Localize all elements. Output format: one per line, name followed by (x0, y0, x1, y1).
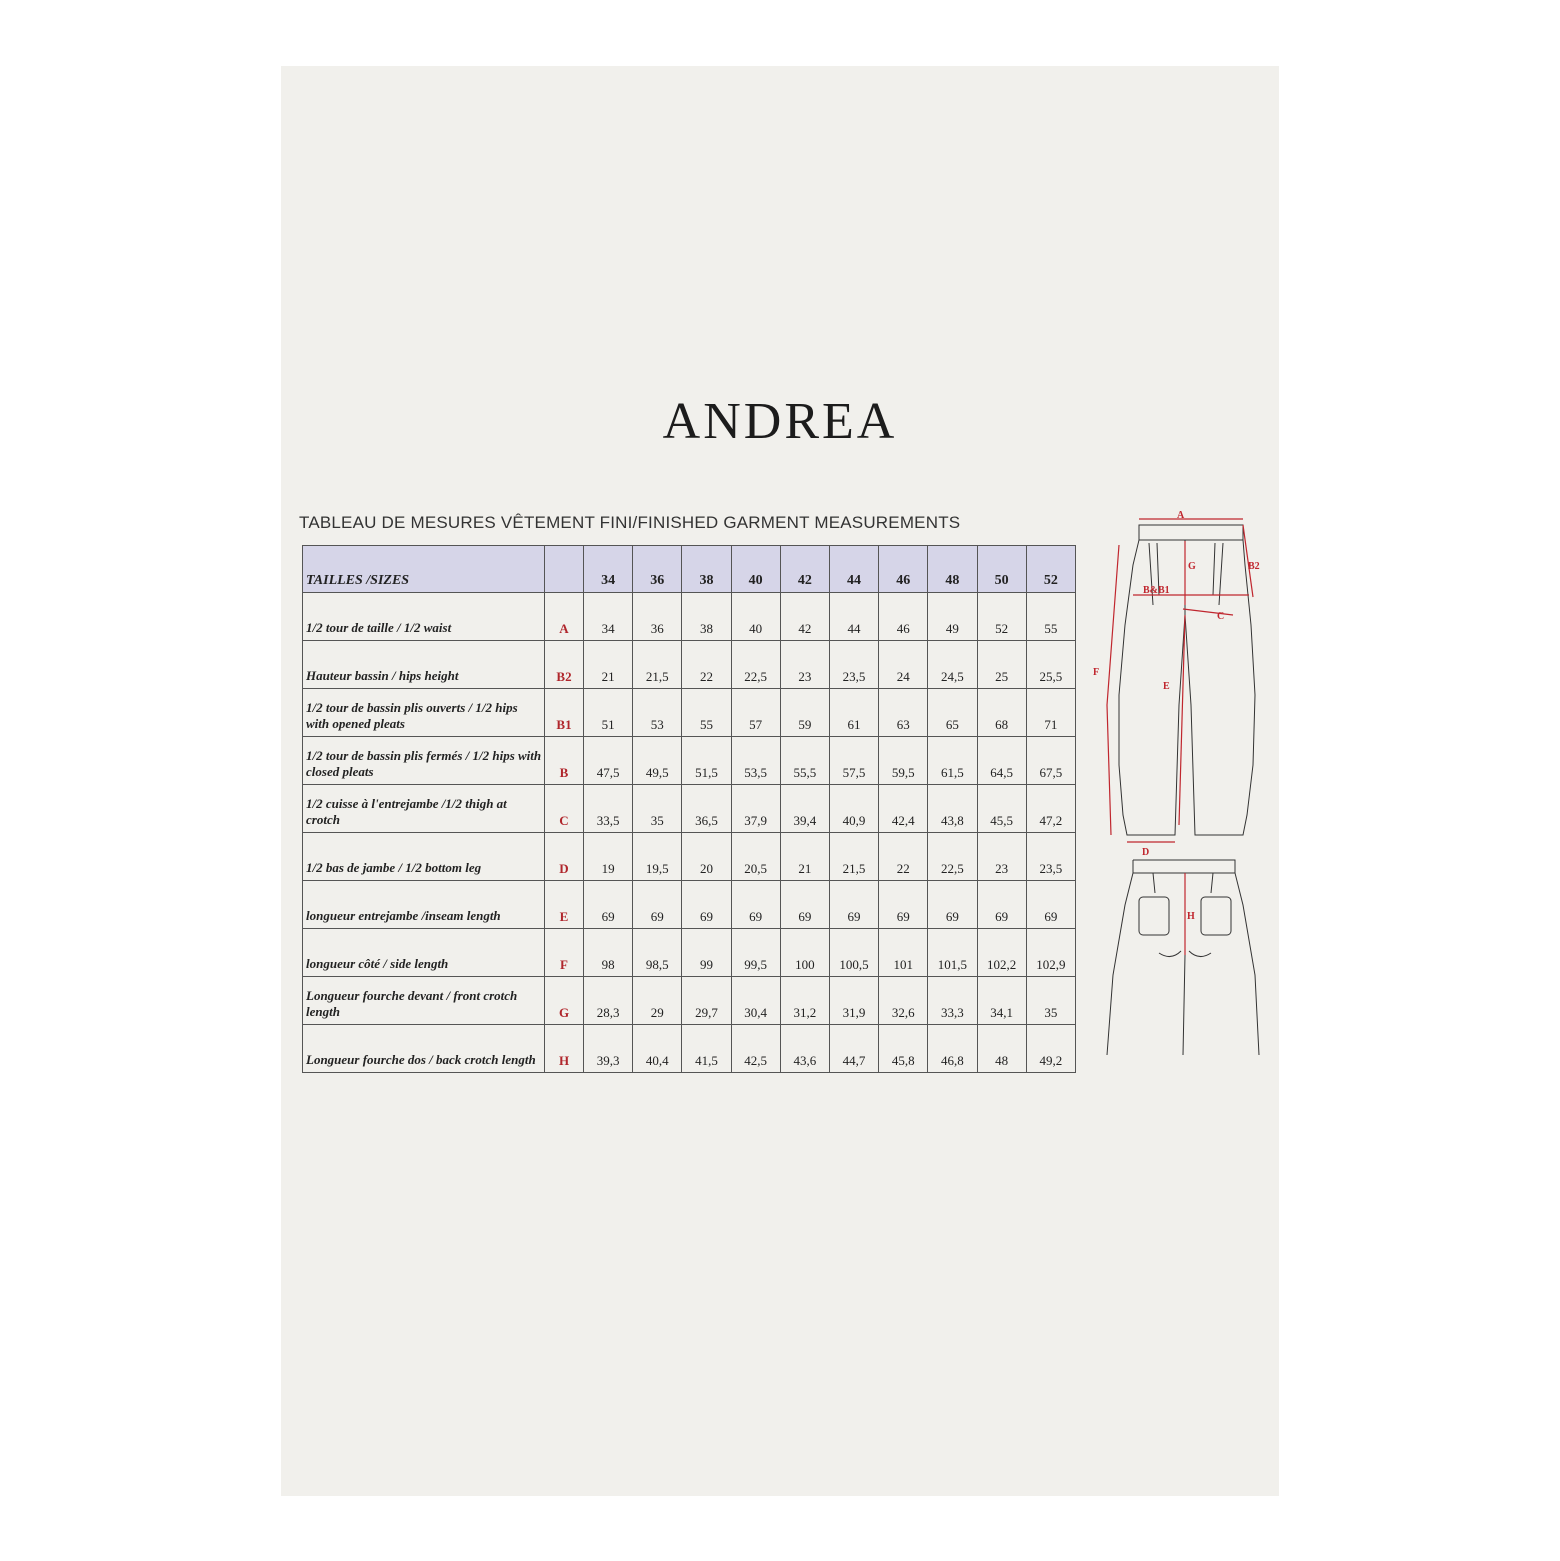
measurement-value: 30,4 (731, 977, 780, 1025)
size-header: 40 (731, 546, 780, 593)
measurement-value: 68 (977, 689, 1026, 737)
measurement-value: 49,2 (1026, 1025, 1075, 1073)
measurement-label: 1/2 bas de jambe / 1/2 bottom leg (303, 833, 545, 881)
size-header: 36 (633, 546, 682, 593)
label-h: H (1187, 911, 1195, 922)
measurement-value: 100,5 (829, 929, 878, 977)
measurement-value: 102,2 (977, 929, 1026, 977)
measurement-value: 33,5 (584, 785, 633, 833)
label-a: A (1177, 510, 1185, 521)
measurement-value: 45,8 (879, 1025, 928, 1073)
back-trouser-outline (1107, 860, 1259, 1055)
table-row (303, 689, 1076, 737)
measurement-value: 42,5 (731, 1025, 780, 1073)
measurement-value: 43,6 (780, 1025, 829, 1073)
measurement-value: 47,5 (584, 737, 633, 785)
measurement-value: 36,5 (682, 785, 731, 833)
measurement-label: Hauteur bassin / hips height (303, 641, 545, 689)
measure-line-c (1183, 609, 1233, 615)
measurement-value: 69 (829, 881, 878, 929)
size-header: 48 (928, 546, 977, 593)
measurement-value: 59 (780, 689, 829, 737)
measurement-value: 23,5 (1026, 833, 1075, 881)
measurement-value: 20,5 (731, 833, 780, 881)
measurement-value: 31,2 (780, 977, 829, 1025)
measurement-value: 21 (584, 641, 633, 689)
measurement-value: 19,5 (633, 833, 682, 881)
code-header (545, 546, 584, 593)
measure-line-e (1179, 615, 1185, 825)
measurement-value: 69 (977, 881, 1026, 929)
sizes-header-label: TAILLES /SIZES (303, 546, 545, 593)
measurement-value: 69 (1026, 881, 1075, 929)
measurement-code: G (545, 977, 584, 1025)
measurement-value: 20 (682, 833, 731, 881)
table-row (303, 929, 1076, 977)
measurement-value: 69 (780, 881, 829, 929)
measurement-value: 69 (633, 881, 682, 929)
measurement-value: 39,4 (780, 785, 829, 833)
measurement-code: F (545, 929, 584, 977)
measurement-value: 101,5 (928, 929, 977, 977)
size-header: 34 (584, 546, 633, 593)
measurement-value: 32,6 (879, 977, 928, 1025)
measurement-table (302, 545, 1076, 1073)
measurement-value: 33,3 (928, 977, 977, 1025)
measurement-value: 23 (977, 833, 1026, 881)
measurement-code: B (545, 737, 584, 785)
measurement-value: 34,1 (977, 977, 1026, 1025)
measurement-value: 45,5 (977, 785, 1026, 833)
measurement-label: 1/2 tour de bassin plis fermés / 1/2 hips with closed pleats (303, 737, 545, 785)
size-header: 46 (879, 546, 928, 593)
measurement-value: 48 (977, 1025, 1026, 1073)
measurement-value: 53 (633, 689, 682, 737)
measurement-value: 55 (682, 689, 731, 737)
measurement-value: 29 (633, 977, 682, 1025)
label-f: F (1093, 667, 1100, 678)
measurement-value: 31,9 (829, 977, 878, 1025)
measurement-value: 64,5 (977, 737, 1026, 785)
table-row (303, 785, 1076, 833)
measurement-value: 22 (879, 833, 928, 881)
table-row (303, 737, 1076, 785)
measurement-label: 1/2 tour de bassin plis ouverts / 1/2 hips with opened pleats (303, 689, 545, 737)
measurement-value: 21,5 (633, 641, 682, 689)
measurement-value: 46 (879, 593, 928, 641)
measurement-value: 49 (928, 593, 977, 641)
measurement-value: 35 (633, 785, 682, 833)
measurement-value: 42 (780, 593, 829, 641)
measurement-value: 98,5 (633, 929, 682, 977)
measurement-value: 35 (1026, 977, 1075, 1025)
size-header: 50 (977, 546, 1026, 593)
measurement-value: 25,5 (1026, 641, 1075, 689)
table-row (303, 833, 1076, 881)
measurement-value: 44,7 (829, 1025, 878, 1073)
table-row (303, 977, 1076, 1025)
measurement-value: 99,5 (731, 929, 780, 977)
measurement-value: 61,5 (928, 737, 977, 785)
label-bb1: B&B1 (1143, 585, 1170, 596)
measurement-value: 24 (879, 641, 928, 689)
brand-title: ANDREA (662, 393, 898, 450)
measurement-label: Longueur fourche dos / back crotch length (303, 1025, 545, 1073)
measurement-code: C (545, 785, 584, 833)
label-c: C (1217, 611, 1225, 622)
measurement-label: 1/2 tour de taille / 1/2 waist (303, 593, 545, 641)
size-header: 52 (1026, 546, 1075, 593)
label-b2: B2 (1248, 561, 1260, 572)
measurement-label: 1/2 cuisse à l'entrejambe /1/2 thigh at crotch (303, 785, 545, 833)
measurement-value: 69 (928, 881, 977, 929)
measurement-value: 55 (1026, 593, 1075, 641)
measurement-value: 41,5 (682, 1025, 731, 1073)
measurement-value: 65 (928, 689, 977, 737)
measurement-value: 44 (829, 593, 878, 641)
trouser-diagram (1093, 505, 1273, 1065)
measurement-value: 19 (584, 833, 633, 881)
measurement-value: 42,4 (879, 785, 928, 833)
label-d: D (1142, 847, 1150, 858)
measurement-value: 24,5 (928, 641, 977, 689)
measurement-value: 25 (977, 641, 1026, 689)
measurement-value: 23,5 (829, 641, 878, 689)
measurement-value: 99 (682, 929, 731, 977)
table-body (303, 593, 1076, 1073)
measurement-code: H (545, 1025, 584, 1073)
measurement-value: 63 (879, 689, 928, 737)
measurement-code: B2 (545, 641, 584, 689)
measurement-value: 98 (584, 929, 633, 977)
measurement-value: 23 (780, 641, 829, 689)
measurement-value: 69 (682, 881, 731, 929)
measurement-value: 61 (829, 689, 878, 737)
measurement-value: 40 (731, 593, 780, 641)
measurement-value: 69 (879, 881, 928, 929)
measurement-value: 53,5 (731, 737, 780, 785)
measurement-label: Longueur fourche devant / front crotch length (303, 977, 545, 1025)
measurement-value: 51,5 (682, 737, 731, 785)
measurement-value: 43,8 (928, 785, 977, 833)
measurement-value: 28,3 (584, 977, 633, 1025)
measurement-value: 46,8 (928, 1025, 977, 1073)
measurement-value: 21 (780, 833, 829, 881)
label-e: E (1163, 681, 1170, 692)
measurement-label: longueur côté / side length (303, 929, 545, 977)
measurement-value: 47,2 (1026, 785, 1075, 833)
size-header: 44 (829, 546, 878, 593)
measurement-value: 51 (584, 689, 633, 737)
measurement-value: 57,5 (829, 737, 878, 785)
size-header: 42 (780, 546, 829, 593)
size-header: 38 (682, 546, 731, 593)
measurement-value: 36 (633, 593, 682, 641)
measurement-value: 37,9 (731, 785, 780, 833)
measurement-code: D (545, 833, 584, 881)
measurement-value: 52 (977, 593, 1026, 641)
measurement-value: 69 (584, 881, 633, 929)
measurement-value: 101 (879, 929, 928, 977)
measure-line-f (1107, 545, 1119, 835)
measurement-value: 40,4 (633, 1025, 682, 1073)
table-row (303, 881, 1076, 929)
measurement-value: 22,5 (731, 641, 780, 689)
measurement-value: 29,7 (682, 977, 731, 1025)
measurement-value: 22 (682, 641, 731, 689)
measurement-value: 21,5 (829, 833, 878, 881)
measurement-value: 100 (780, 929, 829, 977)
table-header-row (303, 546, 1076, 593)
measurement-value: 22,5 (928, 833, 977, 881)
measurement-value: 57 (731, 689, 780, 737)
measurement-value: 38 (682, 593, 731, 641)
measurement-value: 49,5 (633, 737, 682, 785)
table-subtitle: TABLEAU DE MESURES VÊTEMENT FINI/FINISHED GARMENT MEASUREMENTS (299, 513, 961, 532)
measurement-value: 39,3 (584, 1025, 633, 1073)
table-row (303, 593, 1076, 641)
measurement-value: 67,5 (1026, 737, 1075, 785)
measurement-code: B1 (545, 689, 584, 737)
measurement-value: 55,5 (780, 737, 829, 785)
measurement-value: 71 (1026, 689, 1075, 737)
measurement-value: 40,9 (829, 785, 878, 833)
measurement-label: longueur entrejambe /inseam length (303, 881, 545, 929)
measurement-value: 69 (731, 881, 780, 929)
table-row (303, 1025, 1076, 1073)
table-row (303, 641, 1076, 689)
measurement-value: 34 (584, 593, 633, 641)
front-trouser-outline (1119, 525, 1255, 835)
measurement-value: 59,5 (879, 737, 928, 785)
measurement-value: 102,9 (1026, 929, 1075, 977)
measurement-code: E (545, 881, 584, 929)
measurement-code: A (545, 593, 584, 641)
label-g: G (1188, 561, 1196, 572)
